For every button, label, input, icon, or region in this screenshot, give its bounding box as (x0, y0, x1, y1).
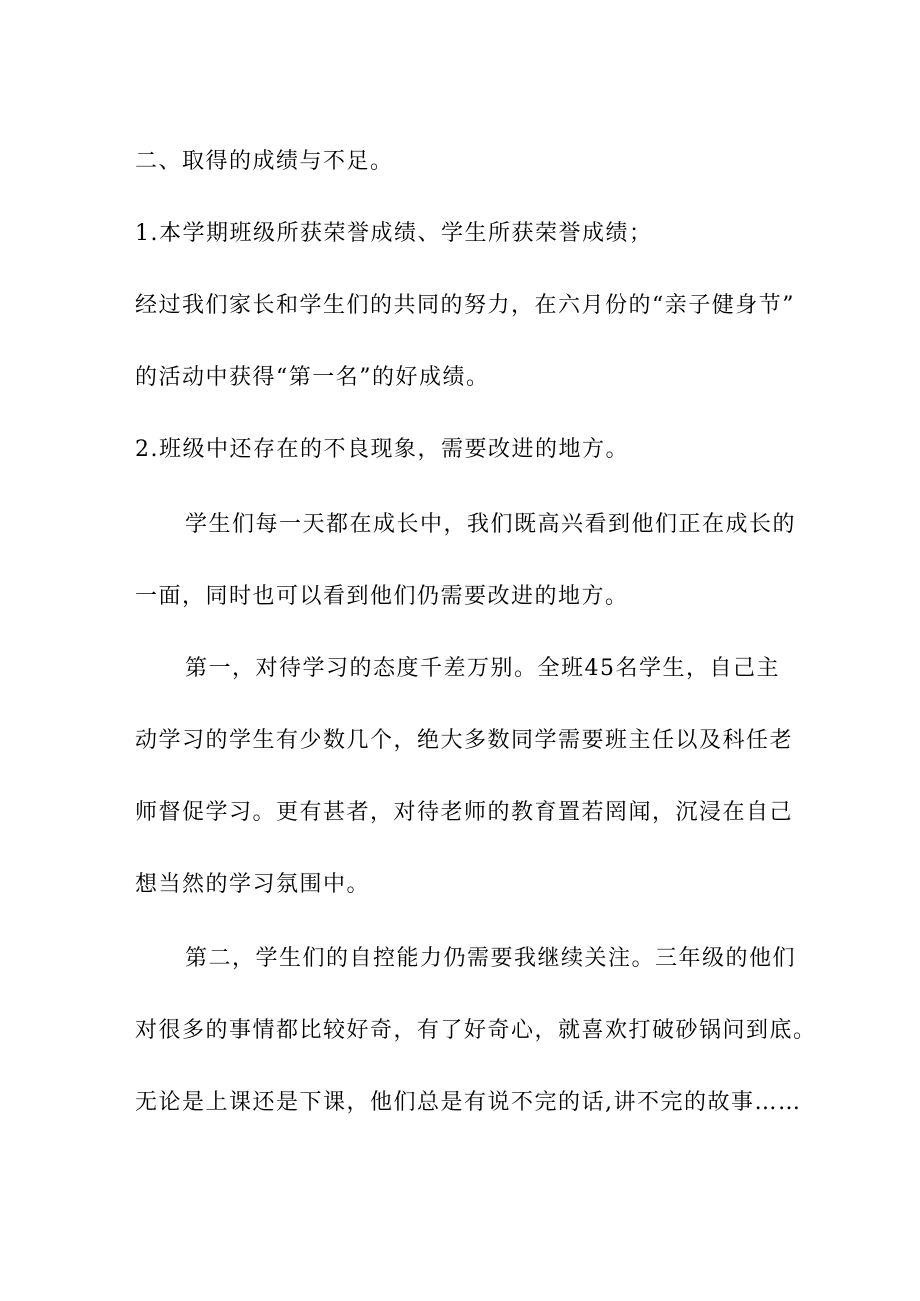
paragraph-line: 一面，同时也可以看到他们仍需要改进的地方。 (135, 584, 629, 609)
paragraph-line: 学生们每一天都在成长中，我们既高兴看到他们正在成长的 (185, 512, 797, 537)
paragraph-line: 动学习的学生有少数几个，绝大多数同学需要班主任以及科任老 (135, 728, 794, 753)
paragraph-line: 第二，学生们的自控能力仍需要我继续关注。三年级的他们 (185, 946, 797, 971)
section-heading: 二、取得的成绩与不足。 (135, 149, 394, 174)
paragraph-line: 第一，对待学习的态度千差万别。全班45名学生，自己主 (185, 656, 780, 681)
paragraph-line: 无论是上课还是下课，他们总是有说不完的话,讲不完的故事…… (135, 1090, 802, 1115)
paragraph-line: 的活动中获得“第一名”的好成绩。 (135, 365, 490, 390)
paragraph-line: 对很多的事情都比较好奇，有了好奇心，就喜欢打破砂锅问到底。 (135, 1018, 817, 1043)
list-item-1: 1.本学期班级所获荣誉成绩、学生所获荣誉成绩； (135, 221, 653, 246)
paragraph-line: 师督促学习。更有甚者，对待老师的教育置若罔闻，沉浸在自己 (135, 800, 794, 825)
paragraph-line: 经过我们家长和学生们的共同的努力，在六月份的“亲子健身节” (135, 293, 795, 318)
paragraph-line: 想当然的学习氛围中。 (135, 872, 371, 897)
list-item-2: 2.班级中还存在的不良现象，需要改进的地方。 (135, 437, 629, 462)
